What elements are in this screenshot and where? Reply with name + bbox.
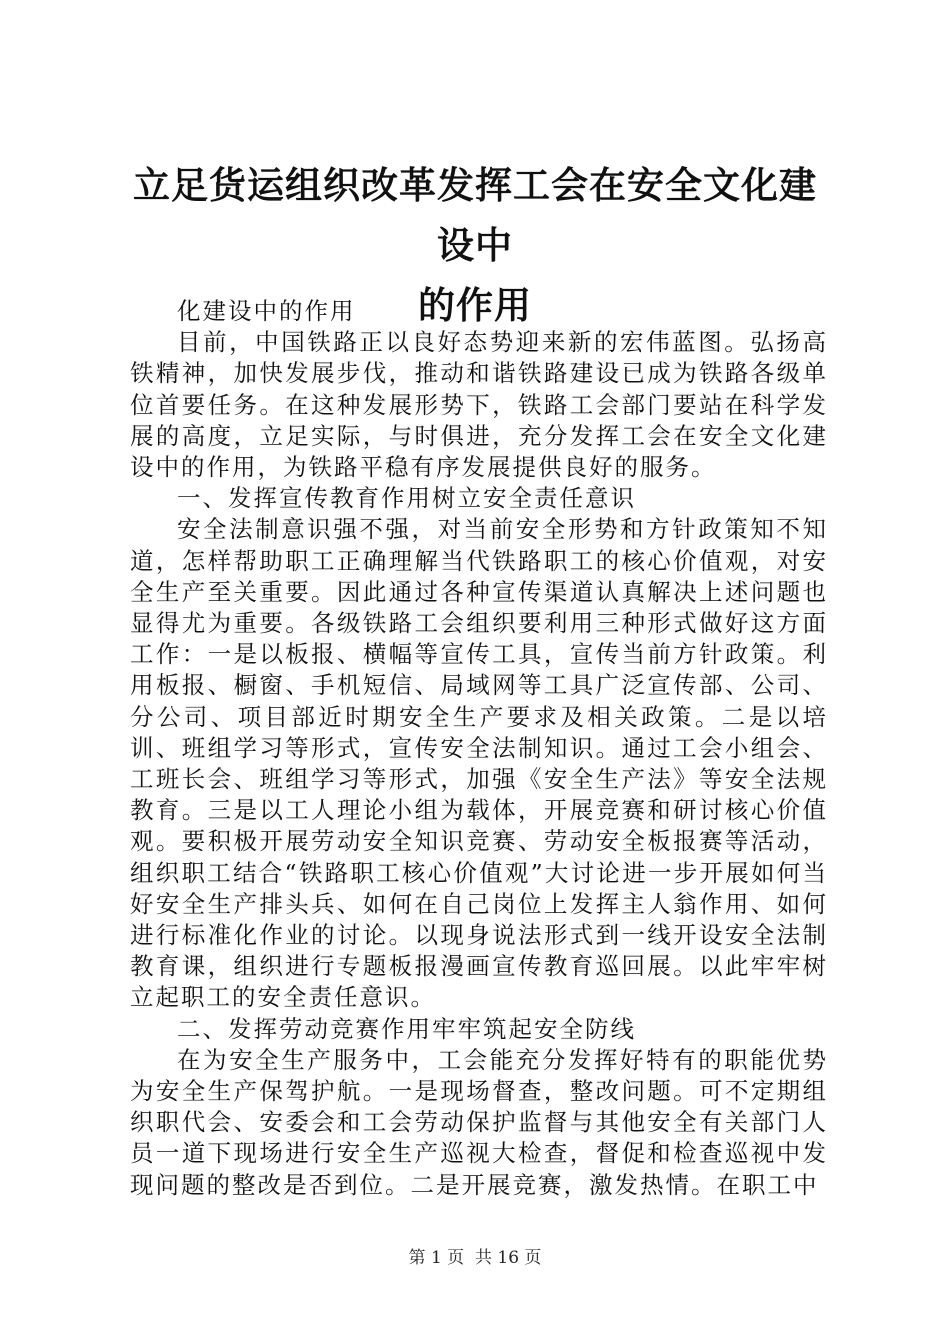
body-paragraph: 化建设中的作用 [177,297,356,325]
body-paragraph: 在为安全生产服务中，工会能充分发挥好特有的职能优势为安全生产保驾护航。一是现场督查，整改问题。可不定期组织职代会、安委会和工会劳动保护监督与其他安全有关部门人员一道下现场进行安全生产巡视大检查，督促和检查巡视中发现问题的整改是否到位。二是开展竞赛，激发热情。在职工中 [130,1045,828,1199]
body-paragraph: 安全法制意识强不强，对当前安全形势和方针政策知不知道，怎样帮助职工正确理解当代铁路职工的核心价值观，对安全生产至关重要。因此通过各种宣传渠道认真解决上述问题也显得尤为重要。各级铁路工会组织要利用三种形式做好这方面工作：一是以板报、横幅等宣传工具，宣传当前方针政策。利用板报、橱窗、手机短信、局域网等工具广泛宣传部、公司、分公司、项目部近时期安全生产要求及相关政策。二是以培训、班组学习等形式，宣传安全法制知识。通过工会小组会、工班长会、班组学习等形式，加强《安全生产法》等安全法规教育。三是以工人理论小组为载体，开展竞赛和研讨核心价值观。要积极开展劳动安全知识竞赛、劳动安全板报赛等活动，组织职工结合“铁路职工核心价值观”大讨论进一步开展如何当好安全生产排头兵、如何在自己岗位上发挥主人翁作用、如何进行标准化作业的讨论。以现身说法形式到一线开设安全法制教育课，组织进行专题板报漫画宣传教育巡回展。以此牢牢树立起职工的安全责任意识。 [130,515,828,1012]
title-line-2: 的作用 [418,284,532,327]
body-paragraph: 目前，中国铁路正以良好态势迎来新的宏伟蓝图。弘扬高铁精神，加快发展步伐，推动和谐铁路建设已成为铁路各级单位首要任务。在这种发展形势下，铁路工会部门要站在科学发展的高度，立足实际，与时俱进，充分发挥工会在安全文化建设中的作用，为铁路平稳有序发展提供良好的服务。 [130,328,828,482]
section-heading: 二、发挥劳动竞赛作用牢牢筑起安全防线 [177,1014,636,1043]
page-total: 共 16 页 [474,1248,542,1268]
page-footer [0,1243,950,1268]
section-heading: 一、发挥宣传教育作用树立安全责任意识 [177,484,636,513]
title-line-1: 立足货运组织改革发挥工会在安全文化建设中 [133,164,817,267]
page-number: 第 1 页 [408,1248,465,1268]
document-body [130,296,828,1201]
